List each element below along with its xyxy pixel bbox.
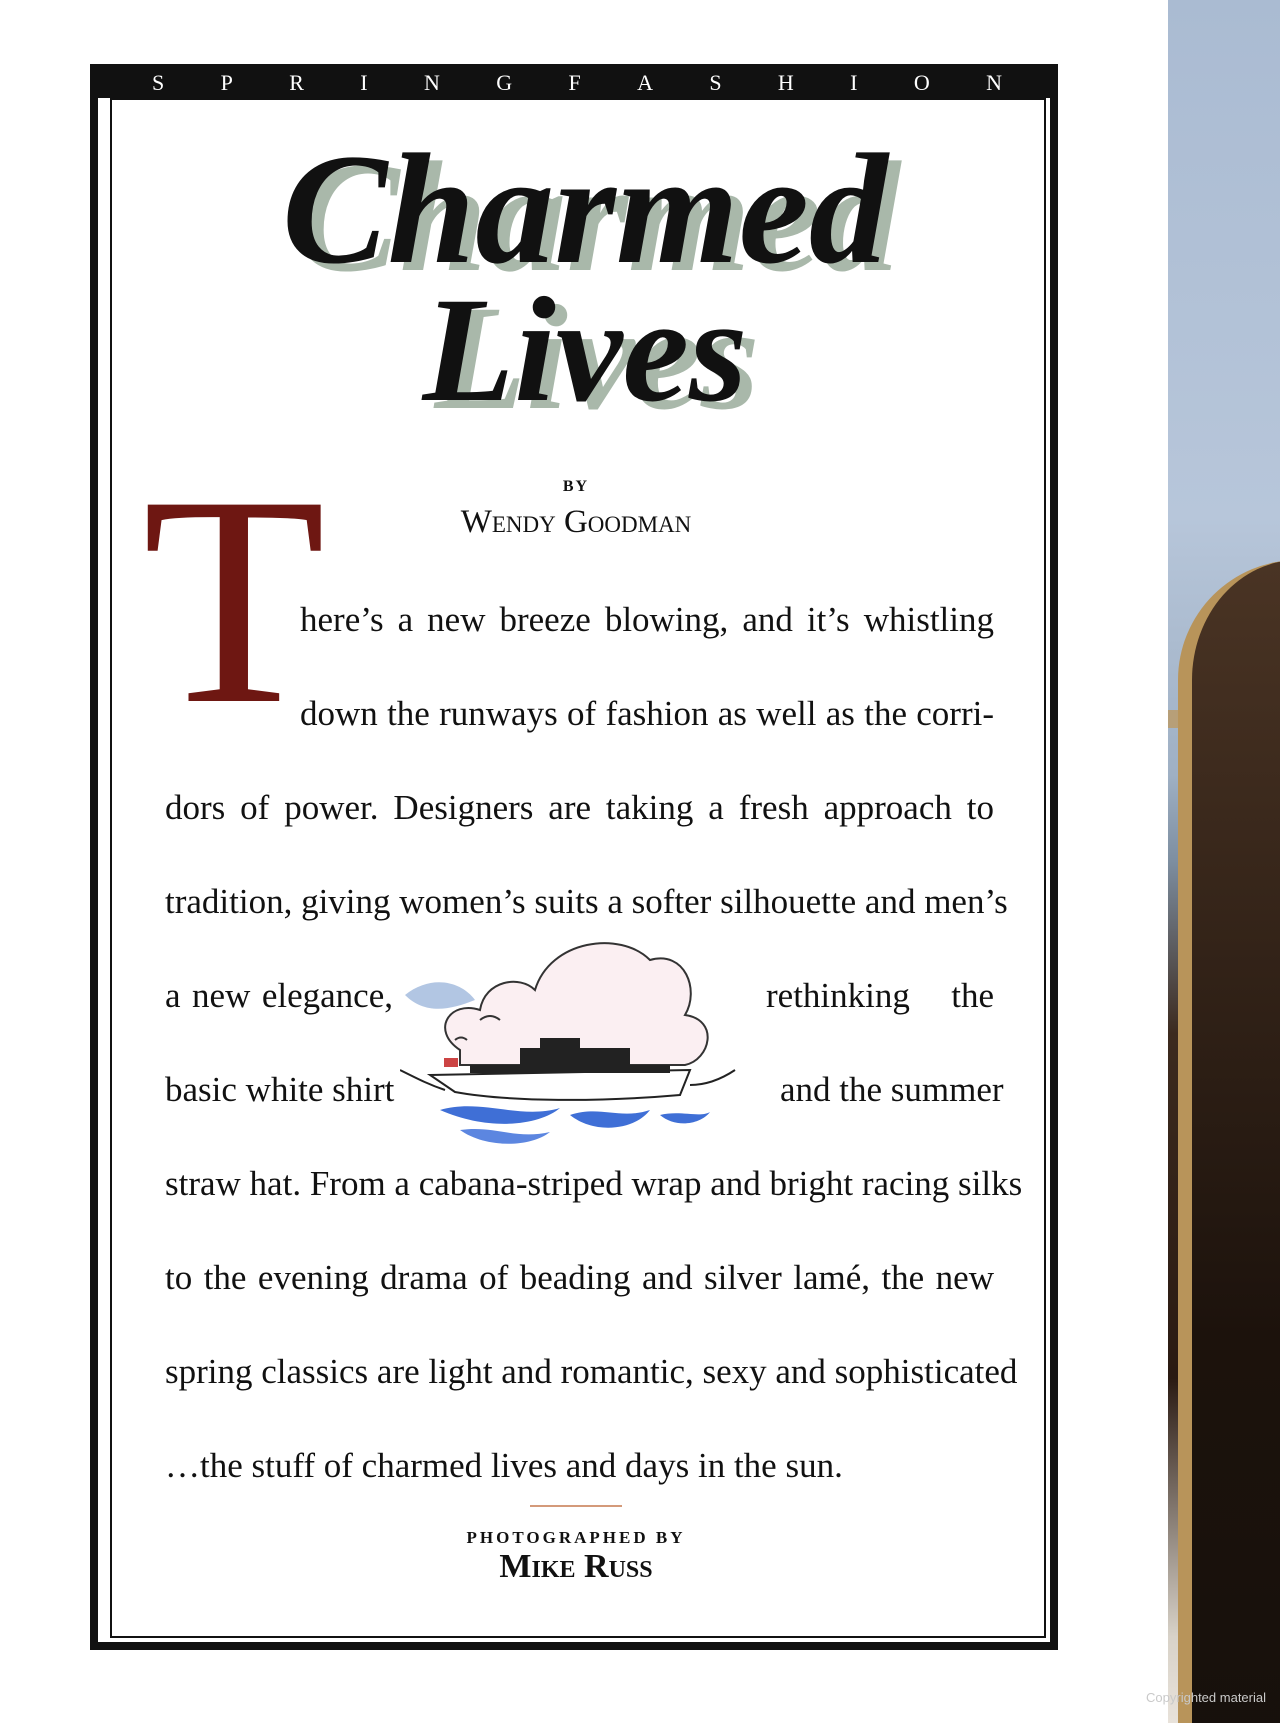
cover-photo-strip — [1168, 0, 1280, 1723]
body-line: to the evening drama of beading and silver lamé, the new — [165, 1258, 994, 1297]
banner-letter: N — [986, 70, 1002, 95]
banner-letter: P — [220, 70, 233, 95]
ornamental-rule — [530, 1505, 622, 1507]
banner-letter: N — [423, 70, 440, 95]
title-line-1: Charmed — [282, 122, 888, 297]
byline-by: BY — [562, 478, 590, 495]
body-line: straw hat. From a cabana-striped wrap and bright racing silks — [165, 1164, 1023, 1203]
title-line-2: Lives — [422, 267, 748, 433]
body-line: tradition, giving women’s suits a softer silhouette and men’s — [165, 882, 1008, 921]
drop-cap: T — [142, 434, 326, 766]
body-line: dors of power. Designers are taking a fresh approach to — [165, 788, 994, 827]
body-line: …the stuff of charmed lives and days in the sun. — [165, 1446, 843, 1485]
banner-letter: S — [152, 70, 165, 95]
author-name: Wendy Goodman — [460, 504, 692, 540]
banner-letter: S — [709, 70, 722, 95]
photo-credit-label: PHOTOGRAPHED BY — [466, 1528, 686, 1547]
body-line: down the runways of fashion as well as the corri- — [300, 694, 994, 733]
body-line: here’s a new breeze blowing, and it’s whistling — [300, 600, 994, 639]
body-line: and the summer — [780, 1070, 1004, 1109]
banner-letter: H — [777, 70, 794, 95]
body-line: a new elegance, — [165, 976, 393, 1015]
body-line: basic white shirt — [165, 1070, 395, 1109]
banner-letter: I — [850, 70, 858, 95]
boat-illustration — [400, 920, 750, 1160]
banner-letter: A — [637, 70, 653, 95]
section-banner — [90, 64, 1058, 98]
banner-letter: F — [568, 70, 581, 95]
body-line: rethinking the — [766, 976, 994, 1015]
banner-letter: O — [913, 70, 930, 95]
photographer-name: Mike Russ — [499, 1548, 653, 1585]
copyright-watermark: Copyrighted material — [1146, 1690, 1266, 1705]
banner-letter: G — [496, 70, 513, 95]
banner-letter: R — [289, 70, 304, 95]
hat-brim — [1178, 560, 1280, 1723]
body-line: spring classics are light and romantic, sexy and sophisticated — [165, 1352, 1018, 1391]
banner-letter: I — [360, 70, 368, 95]
